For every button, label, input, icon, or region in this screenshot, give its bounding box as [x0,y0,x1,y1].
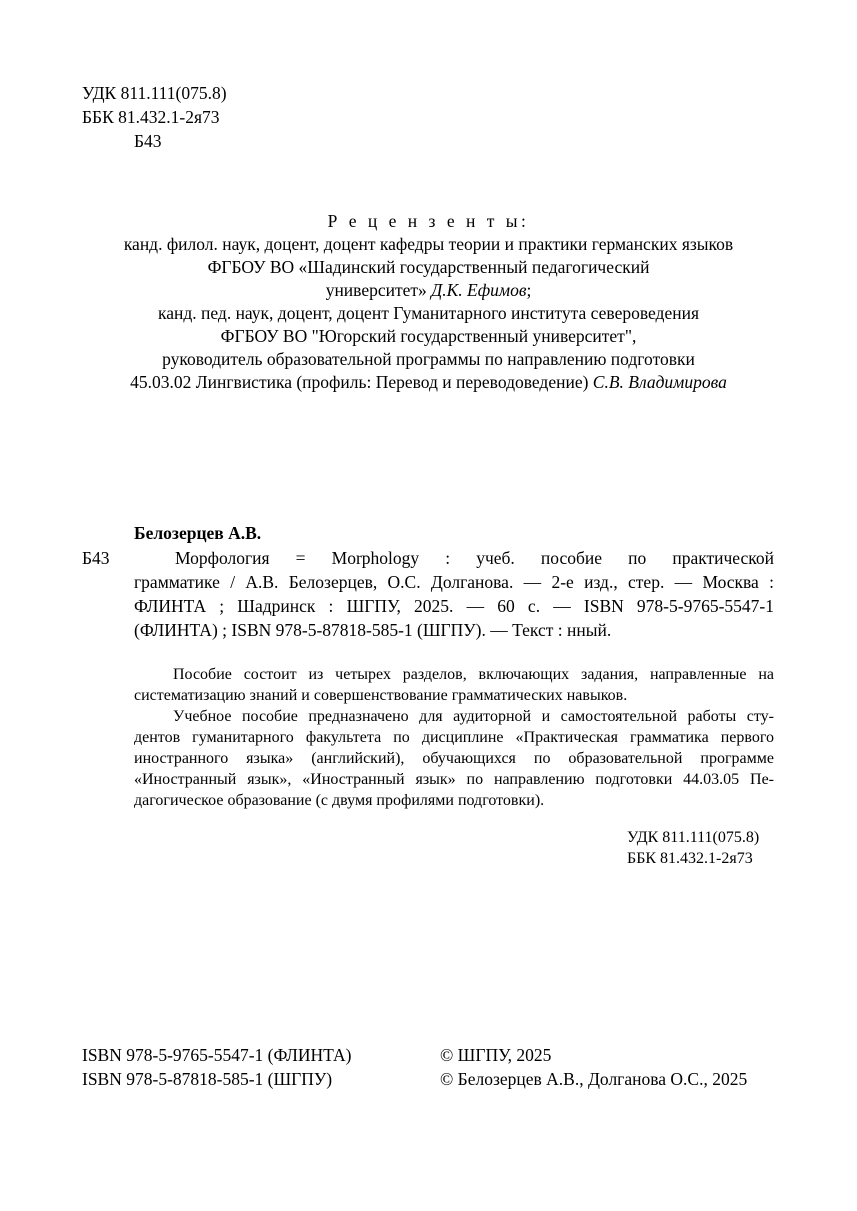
bbk-code: ББК 81.432.1-2я73 [82,107,220,127]
annotation-line: Учебное пособие предназначено для аудиторной и самостоятельной работы сту- [173,708,774,725]
annotation-line: иностранного языка» (английский), обучающихся по образовательной программе [134,750,774,767]
reviewers-heading: Р е ц е н з е н т ы: [327,211,530,231]
udk-code: УДК 811.111(075.8) [82,83,227,103]
reviewer-line [0,371,857,394]
annotation-line: дентов гуманитарного факультета по дисциплине «Практическая грамматика первого [134,729,774,746]
annotation-line: «Иностранный язык», «Иностранный язык» по направлению подготовки 44.03.05 Пе- [134,771,774,788]
classification-udk: УДК 811.111(075.8) [627,829,760,846]
classification-bbk: ББК 81.432.1-2я73 [627,850,753,867]
entry-line: ФЛИНТА ; Шадринск : ШГПУ, 2025. — 60 с. — ISBN 978-5-9765-5547-1 [134,596,774,616]
reviewer-line: руководитель образовательной программы по направлению подготовки [162,349,695,369]
reviewer-line: канд. пед. наук, доцент, доцент Гуманитарного института североведения [157,303,700,323]
annotation-line: Пособие состоит из четырех разделов, включающих задания, направленные на [173,666,774,683]
copyright-authors: © Белозерцев А.В., Долганова О.С., 2025 [440,1069,748,1089]
annotation-line: дагогическое образование (с двумя профилями подготовки). [134,792,545,809]
entry-line: (ФЛИНТА) ; ISBN 978-5-87818-585-1 (ШГПУ). — Текст : нный. [134,620,612,640]
reviewer-line: ФГБОУ ВО "Югорский государственный университет", [220,326,637,346]
annotation-line: систематизацию знаний и совершенствование грамматических навыков. [134,687,628,704]
copyright-shgpu: © ШГПУ, 2025 [440,1045,552,1065]
reviewer-name: С.В. Владимирова [592,372,727,392]
reviewer-name: Д.К. Ефимов [431,280,527,300]
entry-line: грамматике / А.В. Белозерцев, О.С. Долганова. — 2-е изд., стер. — Москва : [134,572,774,592]
reviewer-text: университет» [325,280,432,300]
entry-author: Белозерцев А.В. [134,523,262,543]
entry-line: Морфология = Morphology : учеб. пособие по практической [175,548,774,568]
reviewer-line [0,279,857,302]
reviewer-text: 45.03.02 Лингвистика (профиль: Перевод и переводоведение) [130,372,593,392]
isbn-flinta: ISBN 978-5-9765-5547-1 (ФЛИНТА) [82,1045,352,1065]
reviewers-block [0,210,857,394]
entry-code: Б43 [82,548,110,568]
reviewer-text: ; [526,280,532,300]
reviewer-line: ФГБОУ ВО «Шадинский государственный педагогический [207,257,650,277]
author-mark: Б43 [134,131,162,151]
isbn-shgpu: ISBN 978-5-87818-585-1 (ШГПУ) [82,1069,333,1089]
reviewer-line: канд. филол. наук, доцент, доцент кафедры теории и практики германских языков [123,234,734,254]
